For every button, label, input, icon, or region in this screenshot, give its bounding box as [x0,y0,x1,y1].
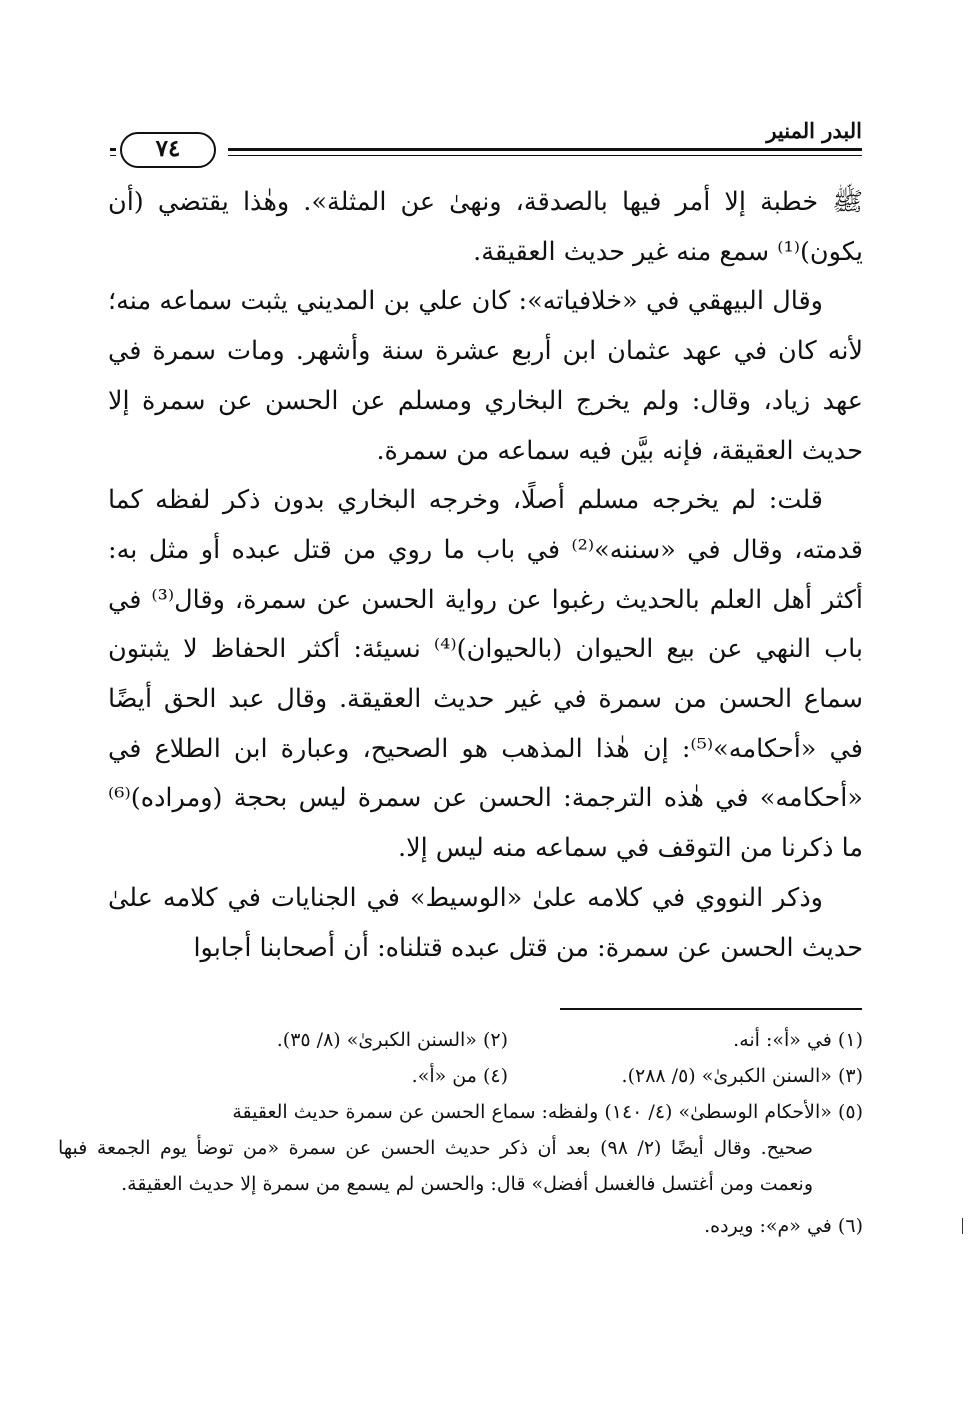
footnote-2: (٢) «السنن الكبرىٰ» (٨/ ٣٥). [276,1029,508,1051]
footnote-1: (١) في «أ»: أنه. [733,1029,863,1051]
footnote-6: (٦) في «م»: ويرده. [704,1215,863,1237]
footnote-row-1 [108,1022,863,1058]
page-number-badge: ٧٤ [120,132,216,168]
paragraph-3: قلت: لم يخرجه مسلم أصلًا، وخرجه البخاري بدون ذكر لفظه كما قدمته، وقال في «سننه»⁽²⁾ في باب ما روي من قتل عبده أو مثل به: أكثر أهل العلم بالحديث رغبوا عن رواية الحسن عن سمرة، وقال⁽³⁾ في باب النهي عن بيع الحيوان (بالحيوان)⁽⁴⁾ نسيئة: أكثر الحفاظ لا يثبتون سماع الحسن من سمرة في غير حديث العقيقة. وقال عبد الحق أيضًا في «أحكامه»⁽⁵⁾: إن هٰذا المذهب هو الصحيح، وعبارة ابن الطلاع في «أحكامه» في هٰذه الترجمة: الحسن عن سمرة ليس بحجة (ومراده)⁽⁶⁾ ما ذكرنا من التوقف في سماعه منه ليس إلا. [108,485,863,864]
header-rule-thin [228,155,862,156]
main-text [108,178,863,973]
paragraph-2: وقال البيهقي في «خلافياته»: كان علي بن المديني يثبت سماعه منه؛ لأنه كان في عهد عثمان ابن أربع عشرة سنة وأشهر. ومات سمرة في عهد زياد، وقال: ولم يخرج البخاري ومسلم عن الحسن عن سمرة إلا حديث العقيقة، فإنه بيَّن فيه سماعه من سمرة. [108,286,863,466]
paragraph-1: ﷺ خطبة إلا أمر فيها بالصدقة، ونهىٰ عن المثلة». وهٰذا يقتضي (أن يكون)⁽¹⁾ سمع منه غير حديث العقيقة. [108,187,864,267]
book-title: البدر المنير [766,118,862,143]
footnote-3: (٣) «السنن الكبرىٰ» (٥/ ٢٨٨). [621,1065,863,1087]
header-rule-thick [228,148,862,151]
running-header [110,118,862,168]
footnote-row-2 [108,1058,863,1094]
footnote-separator [560,1008,862,1010]
header-rule-stub-thick [110,148,116,151]
footnote-4: (٤) من «أ». [411,1065,508,1087]
paragraph-4: وذكر النووي في كلامه علىٰ «الوسيط» في الجنايات في كلامه علىٰ حديث الحسن عن سمرة: من قتل عبده قتلناه: أن أصحابنا أجابوا [108,882,863,963]
footnote-5-continuation: صحيح. وقال أيضًا (٢/ ٩٨) بعد أن ذكر حديث الحسن عن سمرة «من توضأ يوم الجمعة فبها ونعمت ومن أغتسل فالغسل أفضل» قال: والحسن لم يسمع من سمرة إلا حديث العقيقة. [58,1137,814,1195]
footnotes [58,1022,863,1244]
header-rule-stub-thin [110,155,116,156]
footnote-5-line-1: (٥) «الأحكام الوسطىٰ» (٤/ ١٤٠) ولفظه: سماع الحسن عن سمرة حديث العقيقة [232,1101,863,1123]
margin-tick [962,1218,963,1234]
